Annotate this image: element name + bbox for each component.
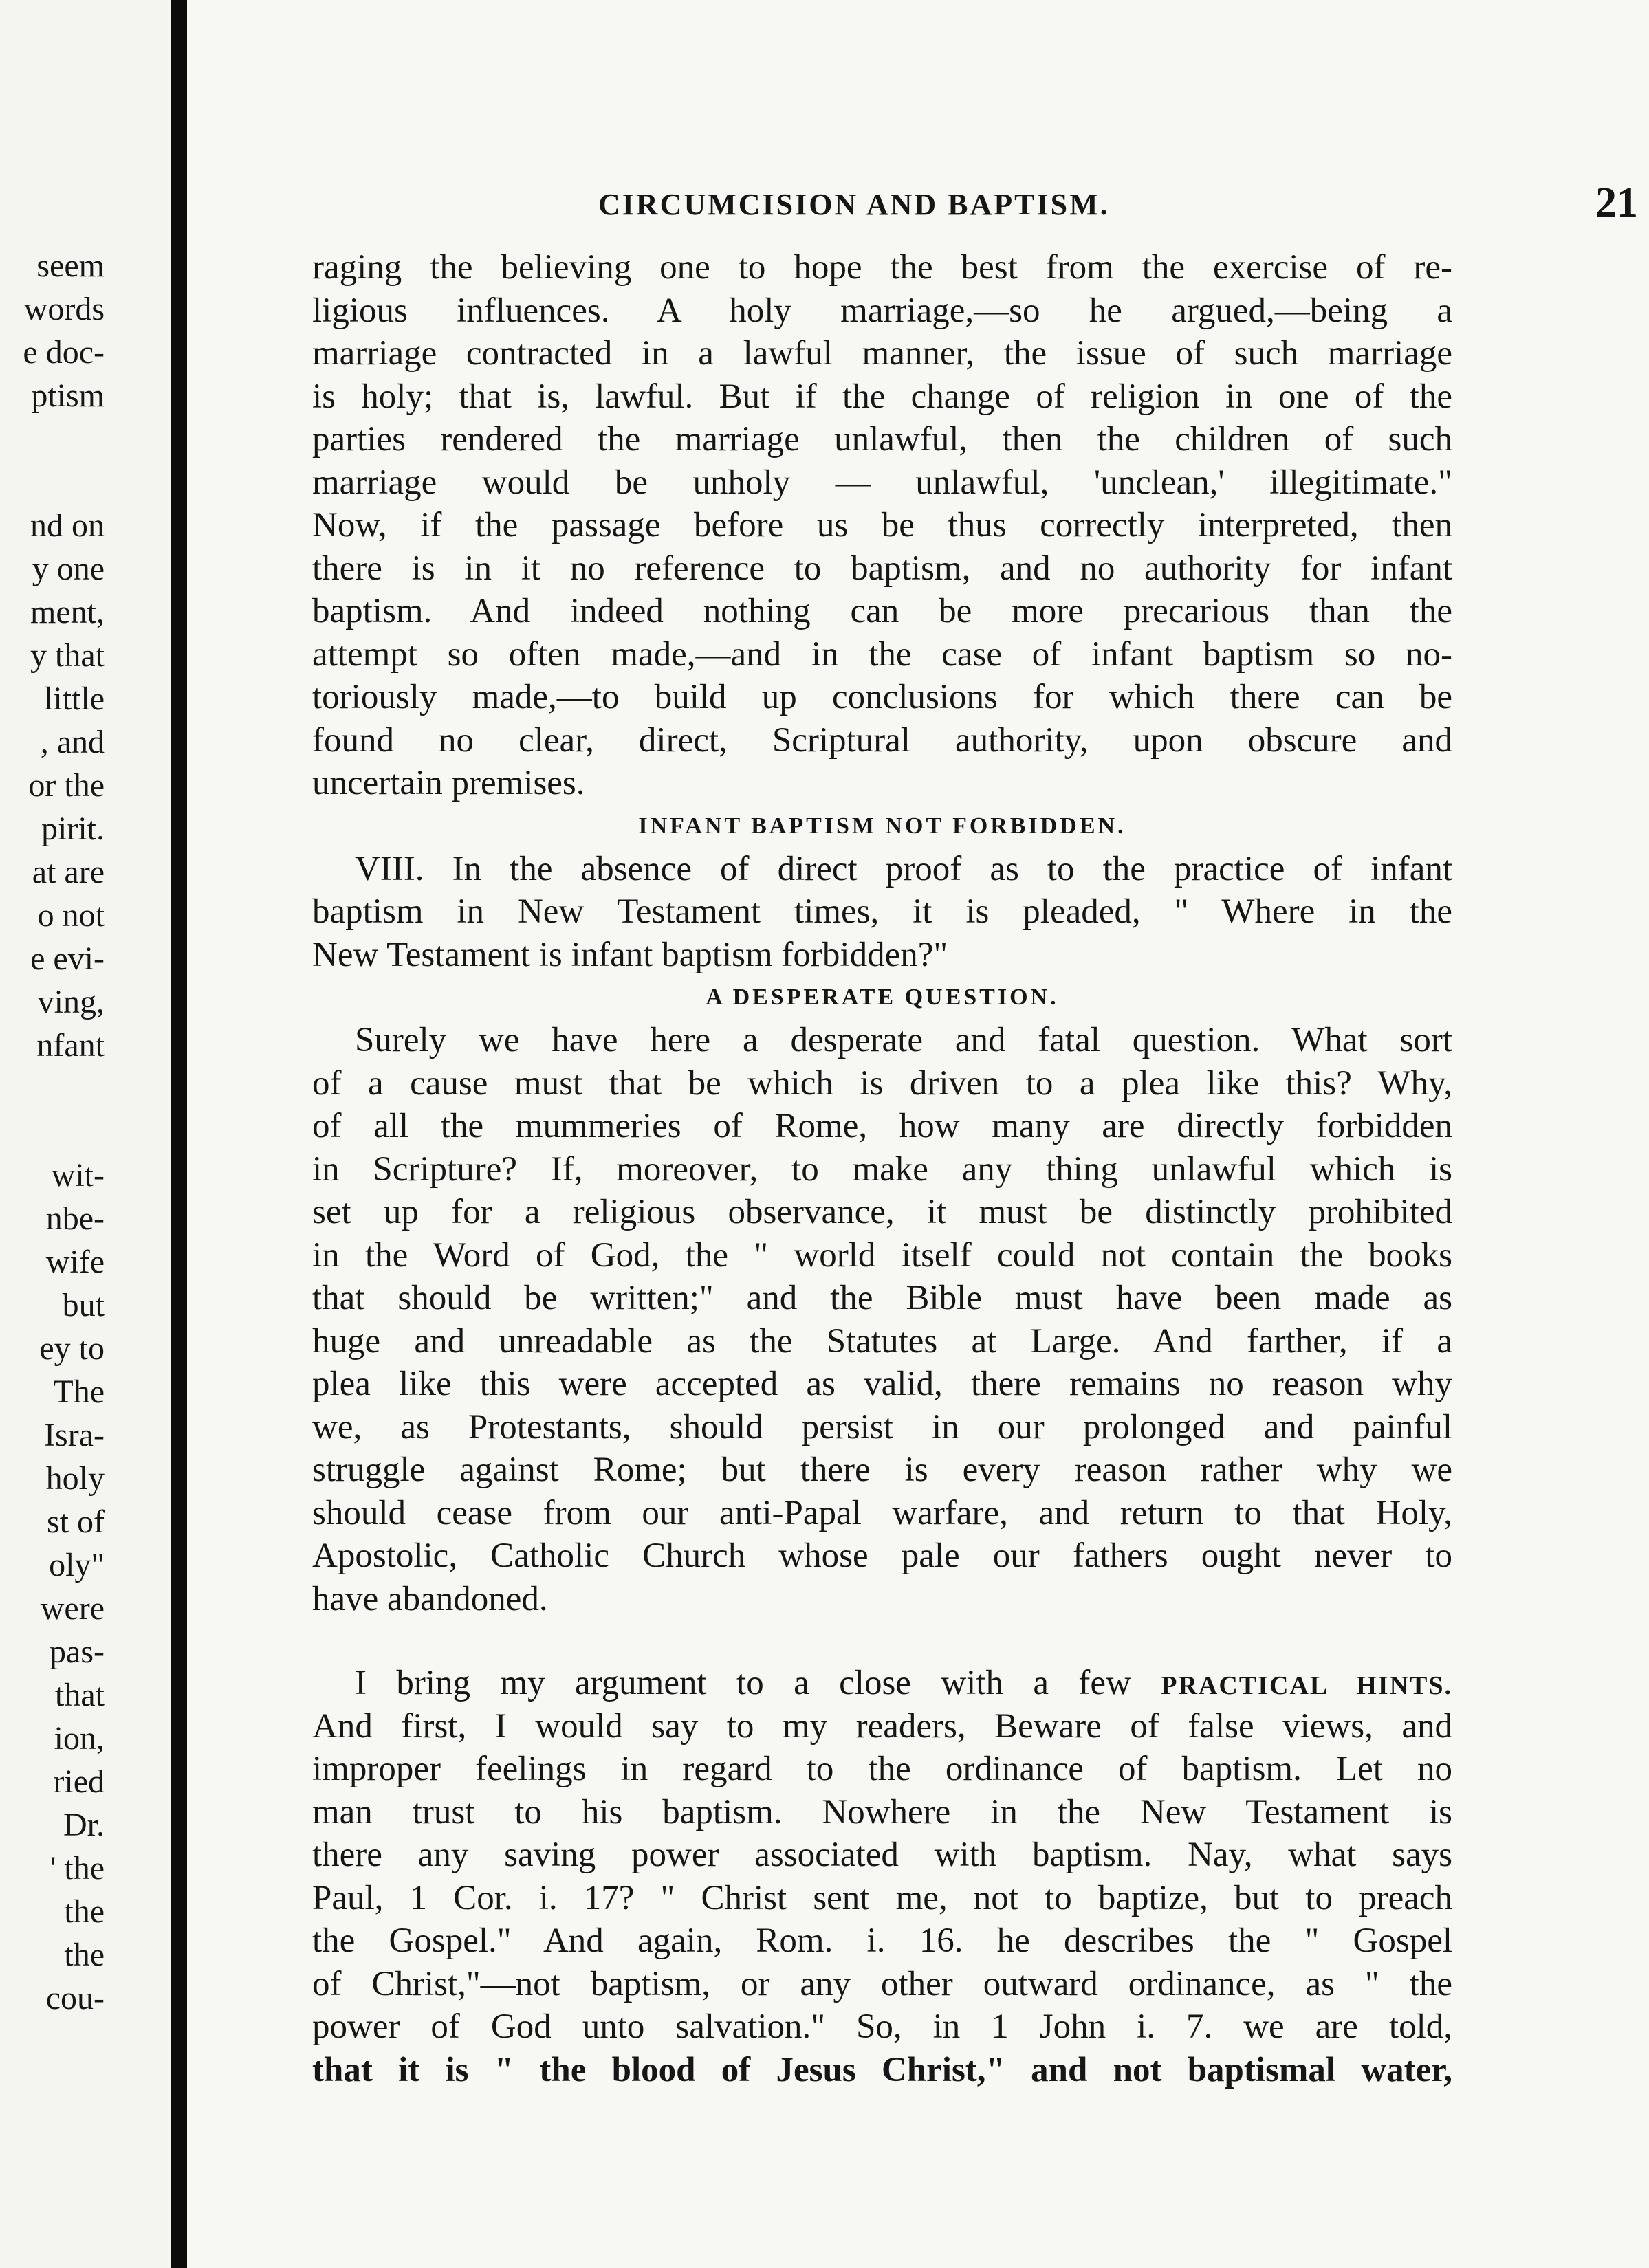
text-line: man trust to his baptism. Nowhere in the New Testament is bbox=[312, 1792, 1452, 1831]
text-line: uncertain premises. bbox=[312, 764, 585, 802]
text-line: in the Word of God, the " world itself could not contain the books bbox=[312, 1235, 1452, 1275]
left-page-line: y that bbox=[30, 637, 105, 674]
left-page-line bbox=[23, 1067, 105, 1110]
left-page-line: or the bbox=[28, 767, 105, 804]
left-page-line: e doc- bbox=[23, 334, 105, 371]
paragraph-gap bbox=[312, 1620, 1452, 1662]
left-page-line: o not bbox=[37, 897, 105, 934]
text-line: we, as Protestants, should persist in our prolonged and painful bbox=[312, 1407, 1452, 1446]
text-line: Surely we have here a desperate and fatal question. What sort bbox=[355, 1021, 1452, 1059]
left-page-line: ptism bbox=[31, 377, 105, 414]
left-page-line: but bbox=[62, 1287, 105, 1323]
paragraph-3 bbox=[312, 1019, 1452, 1620]
text-line: of Christ,"—not baptism, or any other outward ordinance, as " the bbox=[312, 1964, 1452, 2003]
left-page-line: st of bbox=[47, 1504, 105, 1540]
text-line: New Testament is infant baptism forbidden?" bbox=[312, 935, 948, 974]
text-line-start: I bring my argument to a close with a few bbox=[355, 1664, 1131, 1702]
text-line: attempt so often made,—and in the case of infant baptism so no- bbox=[312, 635, 1452, 674]
left-page-line: pirit. bbox=[41, 811, 105, 847]
text-line: ligious influences. A holy marriage,—so he argued,—being a bbox=[312, 291, 1452, 330]
section-heading-desperate-question: A DESPERATE QUESTION. bbox=[706, 984, 1059, 1010]
running-title: CIRCUMCISION AND BAPTISM. bbox=[598, 188, 1110, 221]
left-page-line: wife bbox=[45, 1244, 105, 1280]
text-line: marriage contracted in a lawful manner, the issue of such marriage bbox=[312, 334, 1452, 373]
text-line: that should be written;" and the Bible must have been made as bbox=[312, 1279, 1452, 1317]
text-line bbox=[312, 1662, 1452, 1705]
text-line: of a cause must that be which is driven to a plea like this? Why, bbox=[312, 1064, 1452, 1103]
left-page-line: nd on bbox=[30, 507, 105, 544]
text-line: have abandoned. bbox=[312, 1579, 548, 1618]
text-line: parties rendered the marriage unlawful, then the children of such bbox=[312, 420, 1452, 459]
body-text bbox=[312, 246, 1452, 2091]
left-page-line: ' the bbox=[50, 1850, 105, 1886]
paragraph-2 bbox=[312, 848, 1452, 977]
left-page-line: Isra- bbox=[44, 1417, 105, 1453]
page-number: 21 bbox=[1595, 179, 1638, 226]
left-page-line: were bbox=[40, 1590, 105, 1627]
left-page-line: nfant bbox=[36, 1027, 105, 1064]
left-page-line: nbe- bbox=[45, 1200, 105, 1237]
section-heading-infant-baptism: INFANT BAPTISM NOT FORBIDDEN. bbox=[638, 813, 1126, 839]
text-line: set up for a religious observance, it must be distinctly prohibited bbox=[312, 1193, 1452, 1231]
left-page-line: ving, bbox=[37, 984, 105, 1020]
text-line: there any saving power associated with baptism. Nay, what says bbox=[312, 1836, 1452, 1874]
left-page-fragment bbox=[0, 0, 171, 2268]
text-line: is holy; that is, lawful. But if the change of religion in one of the bbox=[312, 377, 1452, 416]
text-line: baptism. And indeed nothing can be more precarious than the bbox=[312, 592, 1452, 630]
text-line: there is in it no reference to baptism, and no authority for infant bbox=[312, 549, 1452, 588]
text-line: Now, if the passage before us be thus correctly interpreted, then bbox=[312, 506, 1452, 544]
left-page-line: The bbox=[53, 1374, 105, 1410]
left-page-line: wit- bbox=[51, 1157, 105, 1193]
text-line: raging the believing one to hope the best from the exercise of re- bbox=[312, 248, 1452, 287]
left-page-line: ion, bbox=[54, 1720, 105, 1757]
text-line: that it is " the blood of Jesus Christ," and not baptismal water, bbox=[312, 2050, 1452, 2089]
left-page-line: Dr. bbox=[63, 1807, 105, 1843]
left-page-line: cou- bbox=[45, 1980, 105, 2016]
text-line: power of God unto salvation." So, in 1 John i. 7. we are told, bbox=[312, 2007, 1452, 2046]
practical-hints-label: PRACTICAL HINTS. bbox=[1161, 1671, 1452, 1700]
left-page-line: at are bbox=[32, 854, 105, 890]
left-page-line: the bbox=[64, 1937, 105, 1973]
text-line: should cease from our anti-Papal warfare, and return to that Holy, bbox=[312, 1493, 1452, 1532]
left-page-line: words bbox=[23, 291, 105, 327]
text-line: huge and unreadable as the Statutes at Large. And farther, if a bbox=[312, 1321, 1452, 1361]
paragraph-1 bbox=[312, 246, 1452, 805]
text-line: improper feelings in regard to the ordinance of baptism. Let no bbox=[312, 1750, 1452, 1788]
left-page-line: ried bbox=[53, 1763, 105, 1800]
text-line: VIII. In the absence of direct proof as to the practice of infant bbox=[355, 849, 1452, 888]
text-line: found no clear, direct, Scriptural authority, upon obscure and bbox=[312, 720, 1452, 760]
text-line: the Gospel." And again, Rom. i. 16. he describes the " Gospel bbox=[312, 1922, 1452, 1960]
left-page-line: the bbox=[64, 1893, 105, 1930]
right-page bbox=[187, 0, 1649, 2268]
left-page-line: oly" bbox=[49, 1547, 105, 1583]
text-line: struggle against Rome; but there is every reason rather why we bbox=[312, 1451, 1452, 1489]
text-line: marriage would be unholy — unlawful, 'unclean,' illegitimate." bbox=[312, 463, 1452, 502]
left-page-line: e evi- bbox=[30, 940, 105, 977]
left-page-line: that bbox=[55, 1677, 105, 1713]
text-line: And first, I would say to my readers, Beware of false views, and bbox=[312, 1706, 1452, 1746]
text-line: Apostolic, Catholic Church whose pale our fathers ought never to bbox=[312, 1537, 1452, 1575]
left-page-line: ey to bbox=[39, 1330, 105, 1367]
text-line: of all the mummeries of Rome, how many are directly forbidden bbox=[312, 1107, 1452, 1145]
text-line: in Scripture? If, moreover, to make any thing unlawful which is bbox=[312, 1149, 1452, 1189]
paragraph-4 bbox=[312, 1662, 1452, 2091]
left-page-line: seem bbox=[36, 247, 105, 284]
left-page-line: , and bbox=[40, 724, 105, 760]
left-page-line bbox=[23, 461, 105, 504]
left-page-line: pas- bbox=[50, 1633, 105, 1670]
book-gutter bbox=[171, 0, 187, 2268]
text-line: Paul, 1 Cor. i. 17? " Christ sent me, not to baptize, but to preach bbox=[312, 1878, 1452, 1917]
left-page-line bbox=[23, 417, 105, 461]
left-page-line: little bbox=[44, 681, 105, 717]
running-head bbox=[598, 179, 1643, 234]
left-page-line bbox=[23, 1110, 105, 1154]
left-page-line: ment, bbox=[30, 594, 105, 630]
text-line: toriously made,—to build up conclusions for which there can be bbox=[312, 678, 1452, 716]
left-page-line: y one bbox=[32, 551, 105, 587]
left-page-text bbox=[23, 244, 105, 2020]
text-line: baptism in New Testament times, it is pleaded, " Where in the bbox=[312, 892, 1452, 931]
text-line: plea like this were accepted as valid, there remains no reason why bbox=[312, 1365, 1452, 1403]
left-page-line: holy bbox=[45, 1460, 105, 1497]
